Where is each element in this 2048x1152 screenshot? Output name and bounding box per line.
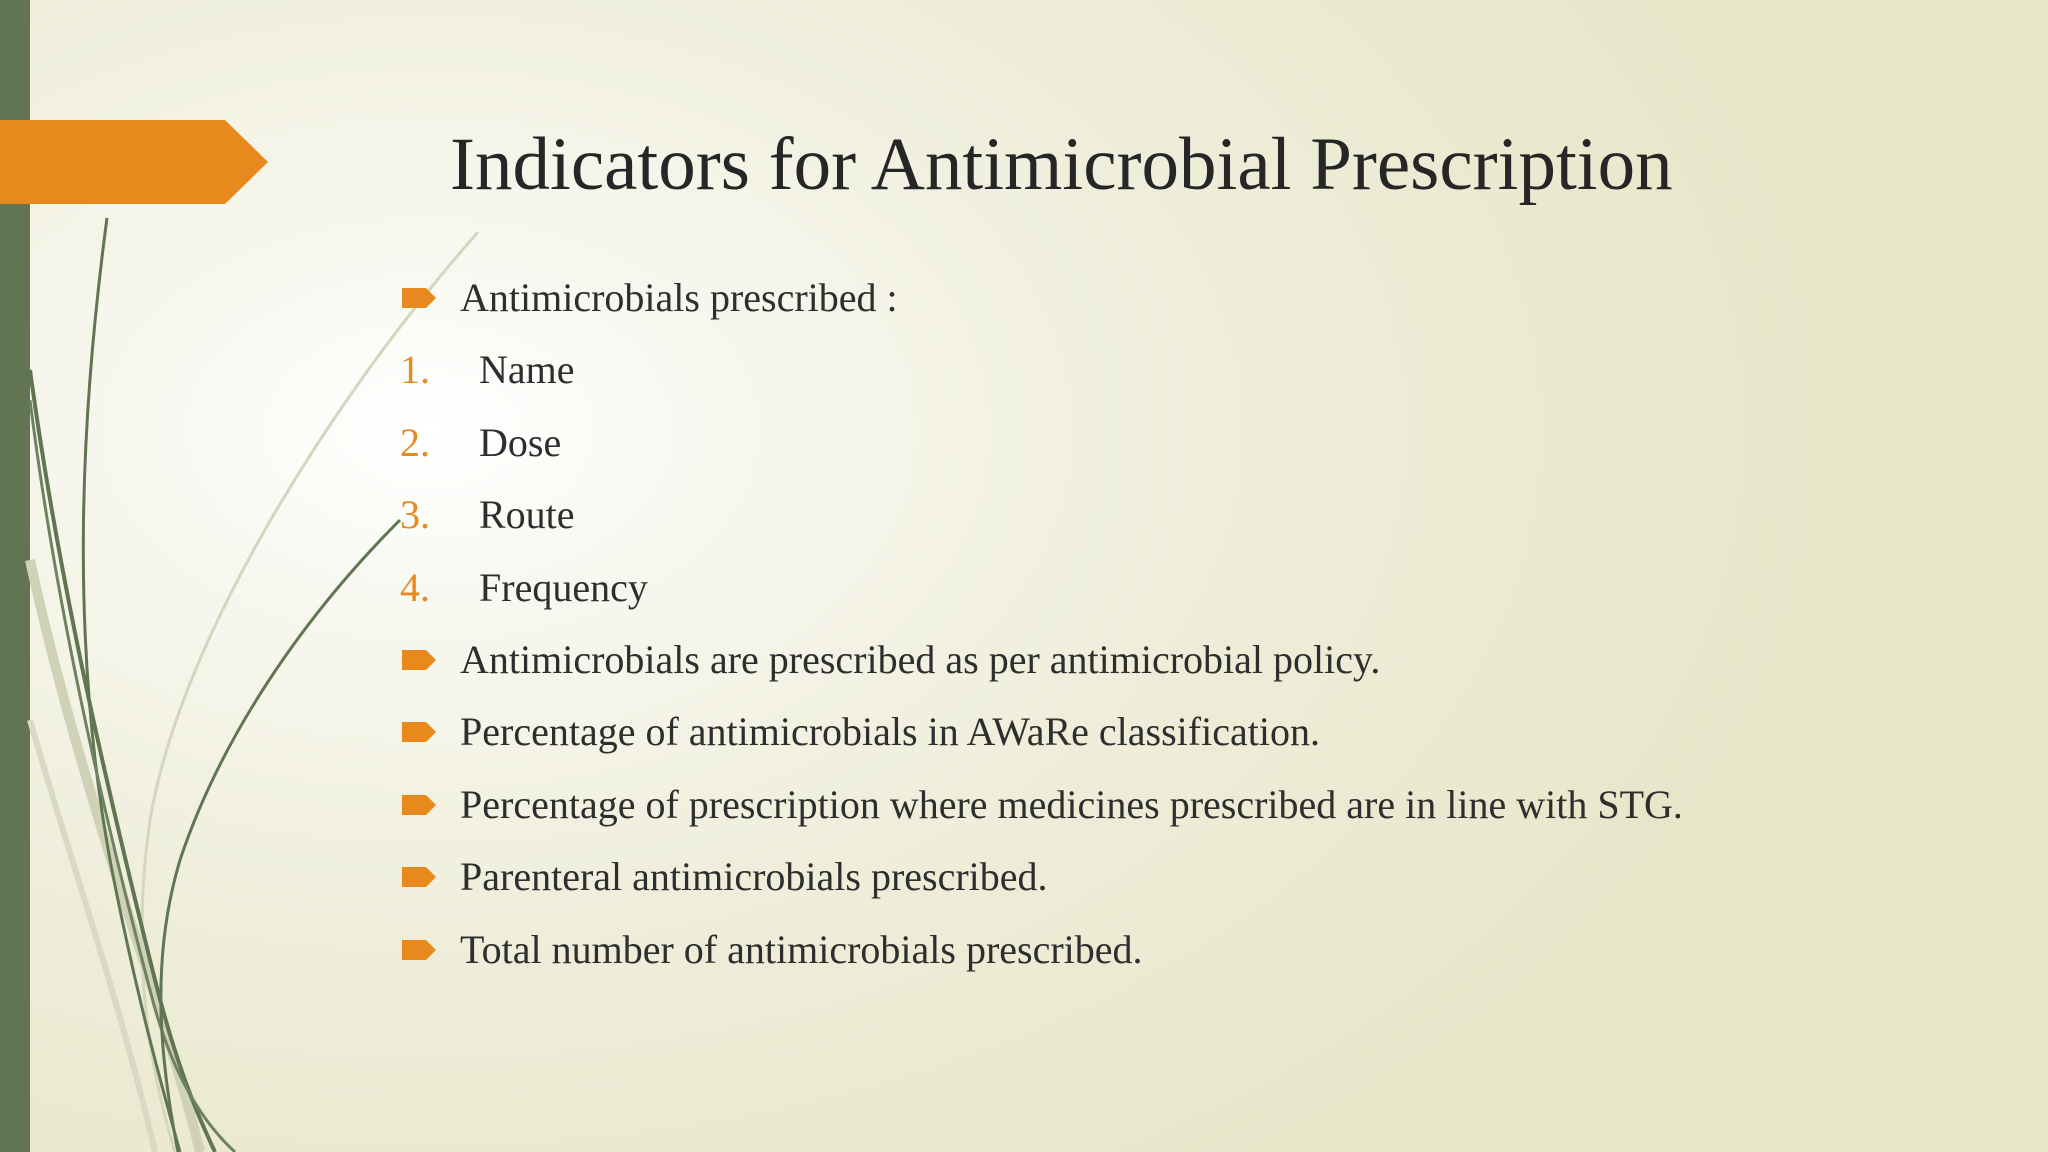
list-item-text: Antimicrobials are prescribed as per antimicrobial policy. [460, 637, 1381, 682]
orange-arrow-tab [0, 120, 268, 204]
list-item-text: Percentage of antimicrobials in AWaRe classification. [460, 709, 1320, 755]
list-item-text: Name [479, 347, 575, 393]
list-item-text: Antimicrobials prescribed : [460, 275, 898, 320]
list-item-text: Percentage of prescription where medicines prescribed are in line with STG. [460, 781, 1683, 827]
arrow-bullet-icon [402, 795, 438, 815]
arrow-bullet-icon [402, 940, 438, 960]
arrow-bullet-icon [402, 650, 438, 670]
arrow-bullet-icon [402, 722, 438, 742]
list-number: 1. [400, 347, 430, 393]
decor-curve-dark-3 [30, 400, 235, 1152]
arrow-bullet-icon [402, 867, 438, 887]
list-item-text: Frequency [479, 564, 648, 610]
list-item-text: Dose [479, 419, 562, 465]
list-number: 3. [400, 492, 430, 538]
decor-curve-dark-4 [161, 520, 400, 1152]
list-item-text: Parenteral antimicrobials prescribed. [460, 854, 1048, 900]
list-number: 2. [400, 419, 430, 465]
list-number: 4. [400, 564, 430, 610]
arrow-bullet-icon [402, 288, 438, 308]
list-item-text: Total number of antimicrobials prescribed. [460, 926, 1143, 972]
list-item-text: Route [479, 492, 575, 538]
slide-title: Indicators for Antimicrobial Prescription [450, 123, 1673, 206]
